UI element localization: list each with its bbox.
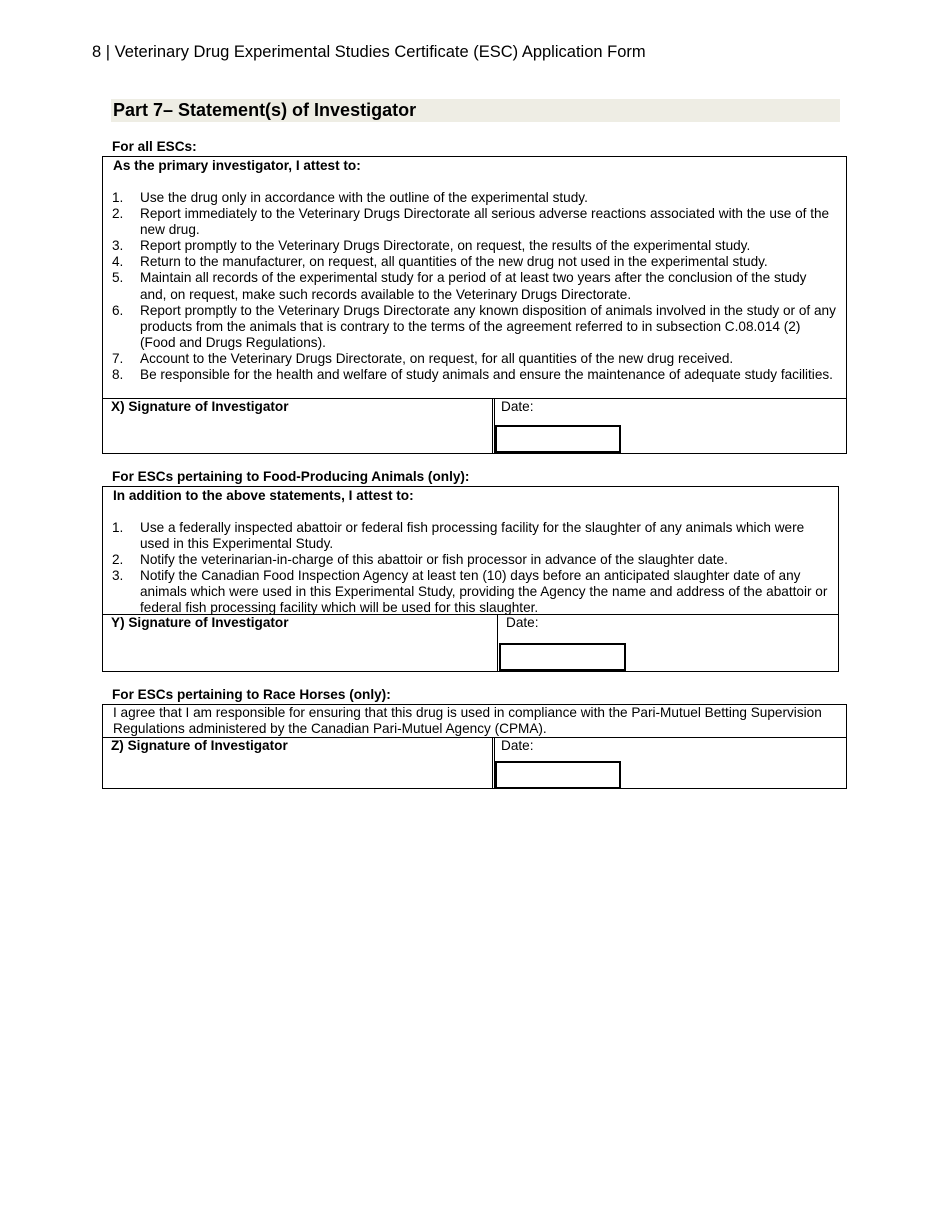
attestation-box-food	[102, 486, 839, 615]
list-item: 1. Use the drug only in accordance with the outline of the experimental study.	[112, 190, 588, 205]
form-title: Veterinary Drug Experimental Studies Certificate (ESC) Application Form	[114, 43, 646, 61]
list-item: 5. Maintain all records of the experimental study for a period of at least two years after the conclusion of the study and, on request, make such records available to the Veterinary Drugs Directorate.	[112, 270, 807, 302]
attestation-box-all	[102, 156, 847, 399]
signature-row-x	[102, 398, 847, 454]
list-item: 3. Notify the Canadian Food Inspection Agency at least ten (10) days before an anticipated slaughter date of any animals which were used in this Experimental Study, providing the Agency the name and address of the abattoir or federal fish processing facility which will be used for this slaughter.	[112, 568, 828, 616]
part-title: Part 7– Statement(s) of Investigator	[111, 99, 840, 122]
signature-label-z: Z) Signature of Investigator	[111, 738, 288, 753]
signature-label-y: Y) Signature of Investigator	[111, 615, 289, 630]
signature-row-z	[102, 737, 847, 789]
signature-field-z[interactable]	[103, 738, 493, 788]
list-item: 1. Use a federally inspected abattoir or federal fish processing facility for the slaughter of any animals which were used in this Experimental Study.	[112, 520, 805, 552]
date-input-x[interactable]	[495, 425, 621, 453]
date-label-x: Date:	[501, 399, 534, 414]
signature-field-x[interactable]	[103, 399, 493, 453]
page-number: 8	[92, 43, 102, 61]
signature-field-y[interactable]	[103, 615, 498, 671]
attestation-intro-food: In addition to the above statements, I attest to:	[113, 488, 414, 503]
attestation-intro: As the primary investigator, I attest to:	[113, 158, 361, 173]
header-separator: |	[105, 43, 115, 61]
date-input-z[interactable]	[495, 761, 621, 789]
date-label-y: Date:	[506, 615, 539, 630]
signature-row-y	[102, 614, 839, 672]
date-label-z: Date:	[501, 738, 534, 753]
list-item: 3. Report promptly to the Veterinary Drugs Directorate, on request, the results of the experimental study.	[112, 238, 751, 254]
section-race-heading: For ESCs pertaining to Race Horses (only):	[112, 687, 391, 702]
list-item: 4. Return to the manufacturer, on request, all quantities of the new drug not used in the experimental study.	[112, 254, 768, 270]
list-item: 7. Account to the Veterinary Drugs Directorate, on request, for all quantities of the new drug received.	[112, 350, 734, 366]
page-header	[92, 43, 646, 62]
section-all-heading: For all ESCs:	[112, 139, 197, 154]
date-input-y[interactable]	[499, 643, 626, 671]
signature-label-x: X) Signature of Investigator	[111, 399, 289, 414]
attestation-list-all	[112, 190, 836, 383]
list-item: 8. Be responsible for the health and welfare of study animals and ensure the maintenance of adequate study facilities.	[112, 367, 833, 383]
race-statement: I agree that I am responsible for ensuring that this drug is used in compliance with the Pari-Mutuel Betting Supervision Regulations administered by the Canadian Pari-Mutuel Agency (CPMA).	[113, 705, 822, 737]
list-item: 6. Report promptly to the Veterinary Drugs Directorate any known disposition of animals involved in the study or of any products from the animals that is contrary to the terms of the agreement referred to in subsection C.08.014 (2) (Food and Drugs Regulations).	[112, 302, 836, 350]
list-item: 2. Notify the veterinarian-in-charge of this abattoir or fish processor in advance of the slaughter date.	[112, 552, 728, 568]
list-item: 2. Report immediately to the Veterinary Drugs Directorate all serious adverse reactions associated with the use of the new drug.	[112, 206, 830, 238]
attestation-list-food	[112, 520, 828, 617]
section-food-heading: For ESCs pertaining to Food-Producing Animals (only):	[112, 469, 470, 484]
statement-box-race	[102, 704, 847, 738]
